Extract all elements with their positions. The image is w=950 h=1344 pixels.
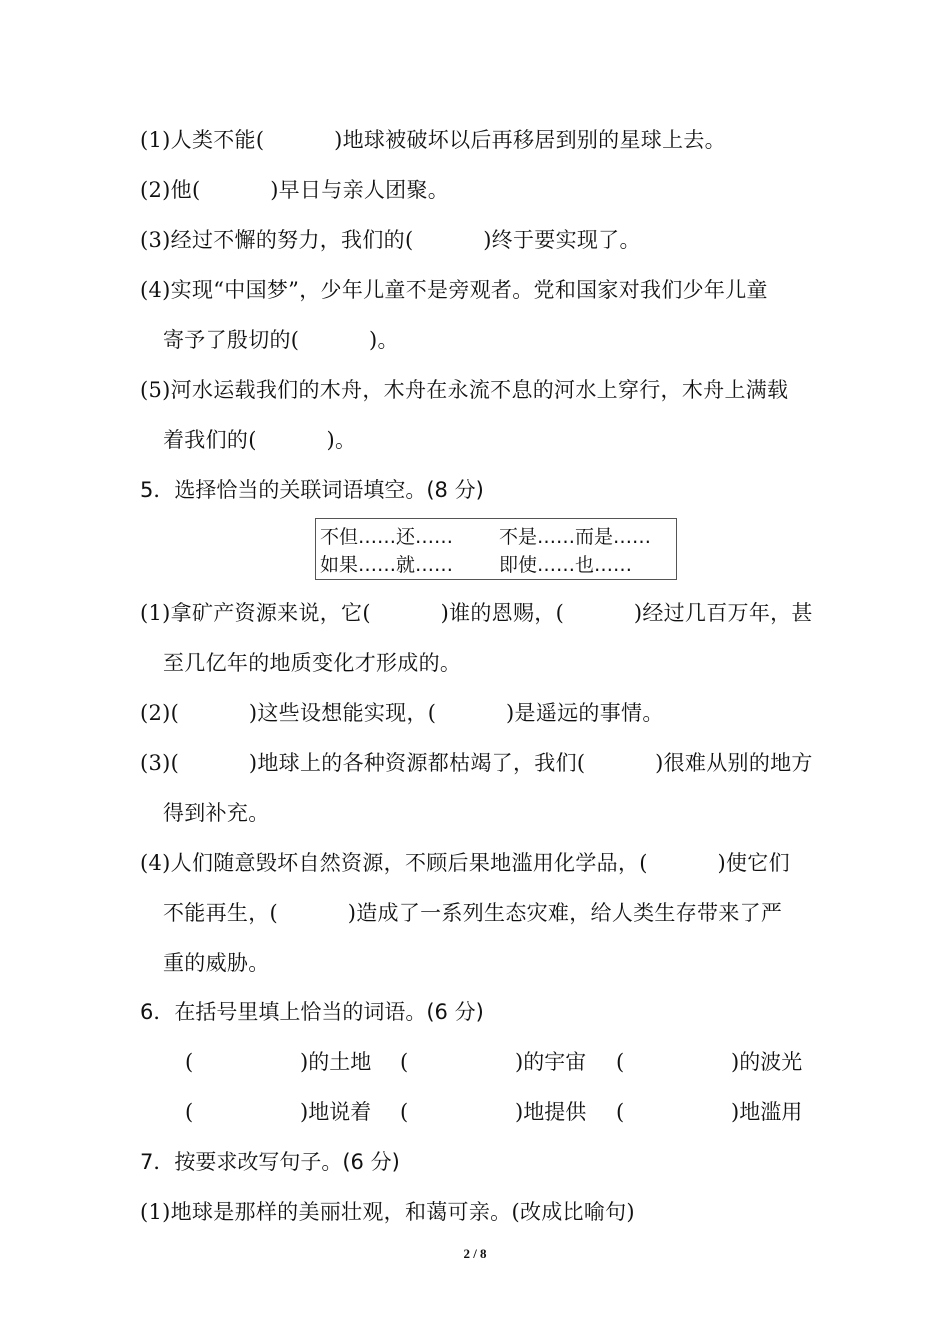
- q7-title: 7．按要求改写句子。(6 分): [140, 1150, 400, 1174]
- q5-item-4-cont: 不能再生，( )造成了一系列生态灾难，给人类生存带来了严: [163, 901, 783, 925]
- q5-item-1-cont: 至几亿年的地质变化才形成的。: [163, 651, 462, 675]
- word-option: 如果……就……: [320, 554, 454, 576]
- q6-blank: ( )地滥用: [616, 1100, 803, 1124]
- q6-blank: ( )的宇宙: [400, 1050, 587, 1074]
- q5-item-4-cont2: 重的威胁。: [163, 951, 270, 975]
- word-option: 即使……也……: [499, 554, 633, 576]
- q5-item-4: (4)人们随意毁坏自然资源，不顾后果地滥用化学品，( )使它们: [140, 851, 790, 875]
- q4-item-5-cont: 着我们的( )。: [163, 428, 357, 452]
- q6-blank: ( )的土地: [185, 1050, 372, 1074]
- page-number: 2 / 8: [463, 1246, 487, 1261]
- word-option: 不是……而是……: [499, 526, 652, 548]
- q6-blank: ( )的波光: [616, 1050, 803, 1074]
- word-option: 不但……还……: [320, 526, 454, 548]
- q6-blank: ( )地说着: [185, 1100, 372, 1124]
- q4-item-4-cont: 寄予了殷切的( )。: [163, 328, 399, 352]
- q5-title: 5．选择恰当的关联词语填空。(8 分): [140, 478, 484, 502]
- conjunction-word-box: [315, 518, 677, 580]
- q5-item-3-cont: 得到补充。: [163, 801, 270, 825]
- q5-item-1: (1)拿矿产资源来说，它( )谁的恩赐，( )经过几百万年，甚: [140, 601, 813, 625]
- q6-title: 6．在括号里填上恰当的词语。(6 分): [140, 1000, 484, 1024]
- q4-item-1: (1)人类不能( )地球被破坏以后再移居到别的星球上去。: [140, 128, 726, 152]
- q5-item-3: (3)( )地球上的各种资源都枯竭了，我们( )很难从别的地方: [140, 751, 813, 775]
- q4-item-2: (2)他( )早日与亲人团聚。: [140, 178, 450, 202]
- q5-item-2: (2)( )这些设想能实现，( )是遥远的事情。: [140, 701, 664, 725]
- q4-item-4: (4)实现“中国梦”，少年儿童不是旁观者。党和国家对我们少年儿童: [140, 278, 768, 302]
- q4-item-5: (5)河水运载我们的木舟，木舟在永流不息的河水上穿行，木舟上满载: [140, 378, 789, 402]
- q4-item-3: (3)经过不懈的努力，我们的( )终于要实现了。: [140, 228, 641, 252]
- q6-blank: ( )地提供: [400, 1100, 587, 1124]
- q7-item-1: (1)地球是那样的美丽壮观，和蔼可亲。(改成比喻句): [140, 1200, 635, 1224]
